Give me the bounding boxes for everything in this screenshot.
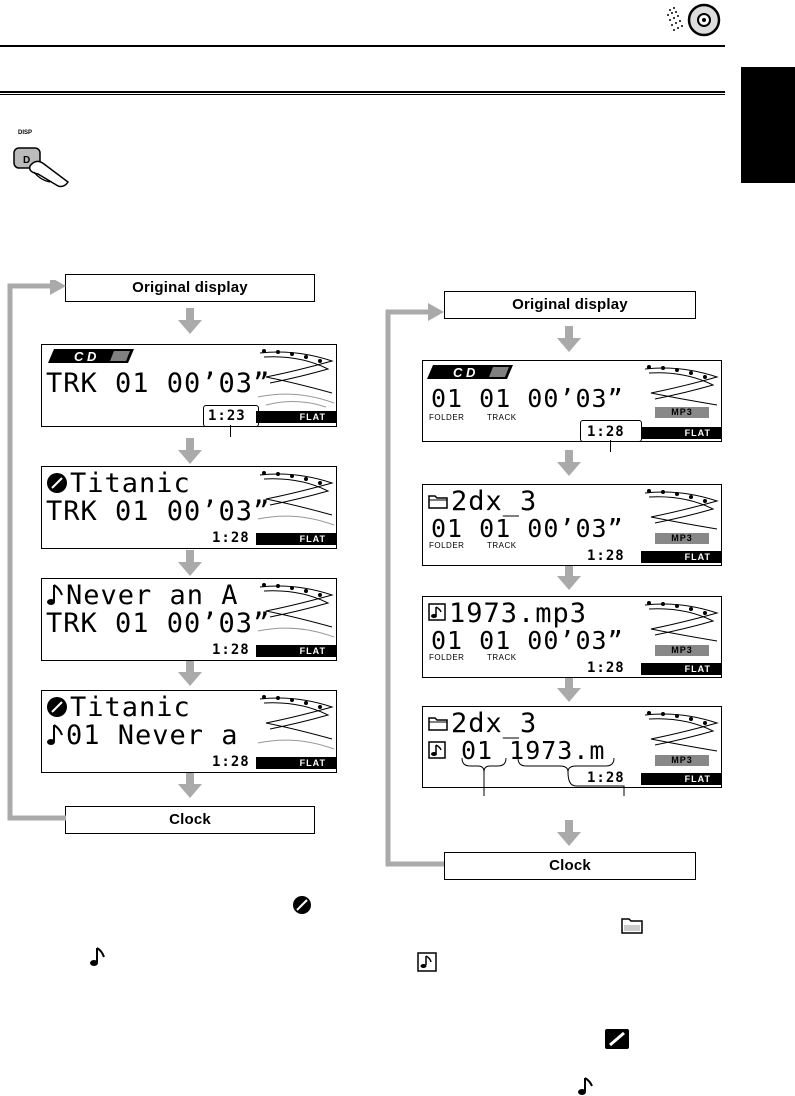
disc-title-icon <box>46 472 68 494</box>
display-line-2: 01 1973.m <box>461 736 606 765</box>
disc-title-icon <box>292 895 312 915</box>
file-icon <box>417 952 437 972</box>
down-arrow <box>178 438 202 464</box>
down-arrow <box>178 772 202 798</box>
language-side-tab <box>741 67 795 183</box>
format-badge: MP3 <box>655 645 709 656</box>
format-badge: MP3 <box>655 755 709 766</box>
disp-button-icon <box>10 138 72 190</box>
animation-graphic <box>641 363 721 407</box>
down-arrow <box>557 450 581 476</box>
music-note-icon <box>46 723 64 747</box>
display-line-1: 2dx_3 <box>451 486 538 517</box>
animation-graphic <box>256 347 336 409</box>
disc-tag-icon <box>604 1028 630 1050</box>
display-line-2: 01 Never a <box>66 720 239 751</box>
lcd-screen <box>422 596 722 678</box>
display-line-1: 1973.mp3 <box>449 598 588 629</box>
clock-readout: 1:28 <box>587 548 625 564</box>
clock-readout: 1:28 <box>212 530 250 546</box>
clock-callout <box>580 420 642 442</box>
folder-label: FOLDER <box>429 541 465 550</box>
file-icon <box>428 741 446 759</box>
down-arrow <box>557 676 581 702</box>
disp-label: DISP <box>18 130 33 136</box>
cd-disc-icon <box>660 2 724 38</box>
header-rule <box>0 45 725 47</box>
eq-mode-badge: FLAT <box>641 427 721 439</box>
svg-text:D: D <box>23 155 31 166</box>
bracket-callouts <box>456 756 636 798</box>
display-line-2: TRK 01 00’03” <box>46 368 271 399</box>
eq-mode-badge: FLAT <box>256 411 336 423</box>
music-note-icon <box>576 1076 596 1096</box>
down-arrow <box>557 564 581 590</box>
folder-icon <box>621 916 643 934</box>
clock-readout: 1:28 <box>212 642 250 658</box>
eq-mode-badge: FLAT <box>256 757 336 769</box>
clock-readout: 1:28 <box>587 770 625 786</box>
eq-mode-badge: FLAT <box>256 645 336 657</box>
animation-graphic <box>641 487 721 533</box>
disc-title-icon <box>46 696 68 718</box>
lcd-screen <box>41 344 337 427</box>
display-line-2: 01 01 00’03” <box>431 514 624 543</box>
right-clock-label: Clock <box>444 852 696 880</box>
left-clock-label: Clock <box>65 806 315 834</box>
animation-graphic <box>256 469 336 531</box>
eq-mode-badge: FLAT <box>641 663 721 675</box>
eq-mode-badge: FLAT <box>641 773 721 785</box>
down-arrow <box>557 820 581 846</box>
music-note-icon <box>46 583 64 607</box>
lcd-screen <box>41 466 337 549</box>
folder-label: FOLDER <box>429 653 465 662</box>
callout-line <box>230 425 231 437</box>
svg-text:C D: C D <box>453 365 476 380</box>
track-label: TRACK <box>487 541 517 550</box>
down-arrow <box>178 550 202 576</box>
format-badge: MP3 <box>655 533 709 544</box>
display-line-1: 2dx_3 <box>451 708 538 739</box>
track-label: TRACK <box>487 413 517 422</box>
animation-graphic <box>256 581 336 643</box>
folder-icon <box>428 493 448 509</box>
music-note-icon <box>88 946 108 968</box>
file-icon <box>428 603 446 621</box>
animation-graphic <box>641 709 721 755</box>
lcd-screen <box>422 484 722 566</box>
right-original-display-label: Original display <box>444 291 696 319</box>
clock-readout: 1:28 <box>212 754 250 770</box>
clock-readout: 1:28 <box>587 424 625 440</box>
display-line-2: TRK 01 00’03” <box>46 496 271 527</box>
format-badge: MP3 <box>655 407 709 418</box>
cd-logo-icon <box>48 348 134 364</box>
track-label: TRACK <box>487 653 517 662</box>
clock-readout: 1:23 <box>208 408 246 424</box>
eq-mode-badge: FLAT <box>256 533 336 545</box>
folder-icon <box>428 715 448 731</box>
display-line-1: Never an A <box>66 580 239 611</box>
clock-callout <box>203 405 259 427</box>
down-arrow <box>178 660 202 686</box>
lcd-screen <box>422 360 722 442</box>
svg-text:C D: C D <box>74 349 97 364</box>
lcd-screen <box>41 578 337 661</box>
lcd-screen <box>41 690 337 773</box>
down-arrow <box>178 308 202 334</box>
display-line-2: 01 01 00’03” <box>431 626 624 655</box>
cd-logo-icon <box>427 364 513 380</box>
section-rule <box>0 91 725 95</box>
left-original-display-label: Original display <box>65 274 315 302</box>
callout-line <box>610 440 611 452</box>
folder-label: FOLDER <box>429 413 465 422</box>
eq-mode-badge: FLAT <box>641 551 721 563</box>
display-line-1: Titanic <box>70 468 191 499</box>
display-line-2: 01 01 00’03” <box>431 384 624 413</box>
animation-graphic <box>641 599 721 645</box>
down-arrow <box>557 326 581 352</box>
display-line-2: TRK 01 00’03” <box>46 608 271 639</box>
clock-readout: 1:28 <box>587 660 625 676</box>
display-line-1: Titanic <box>70 692 191 723</box>
animation-graphic <box>256 693 336 755</box>
